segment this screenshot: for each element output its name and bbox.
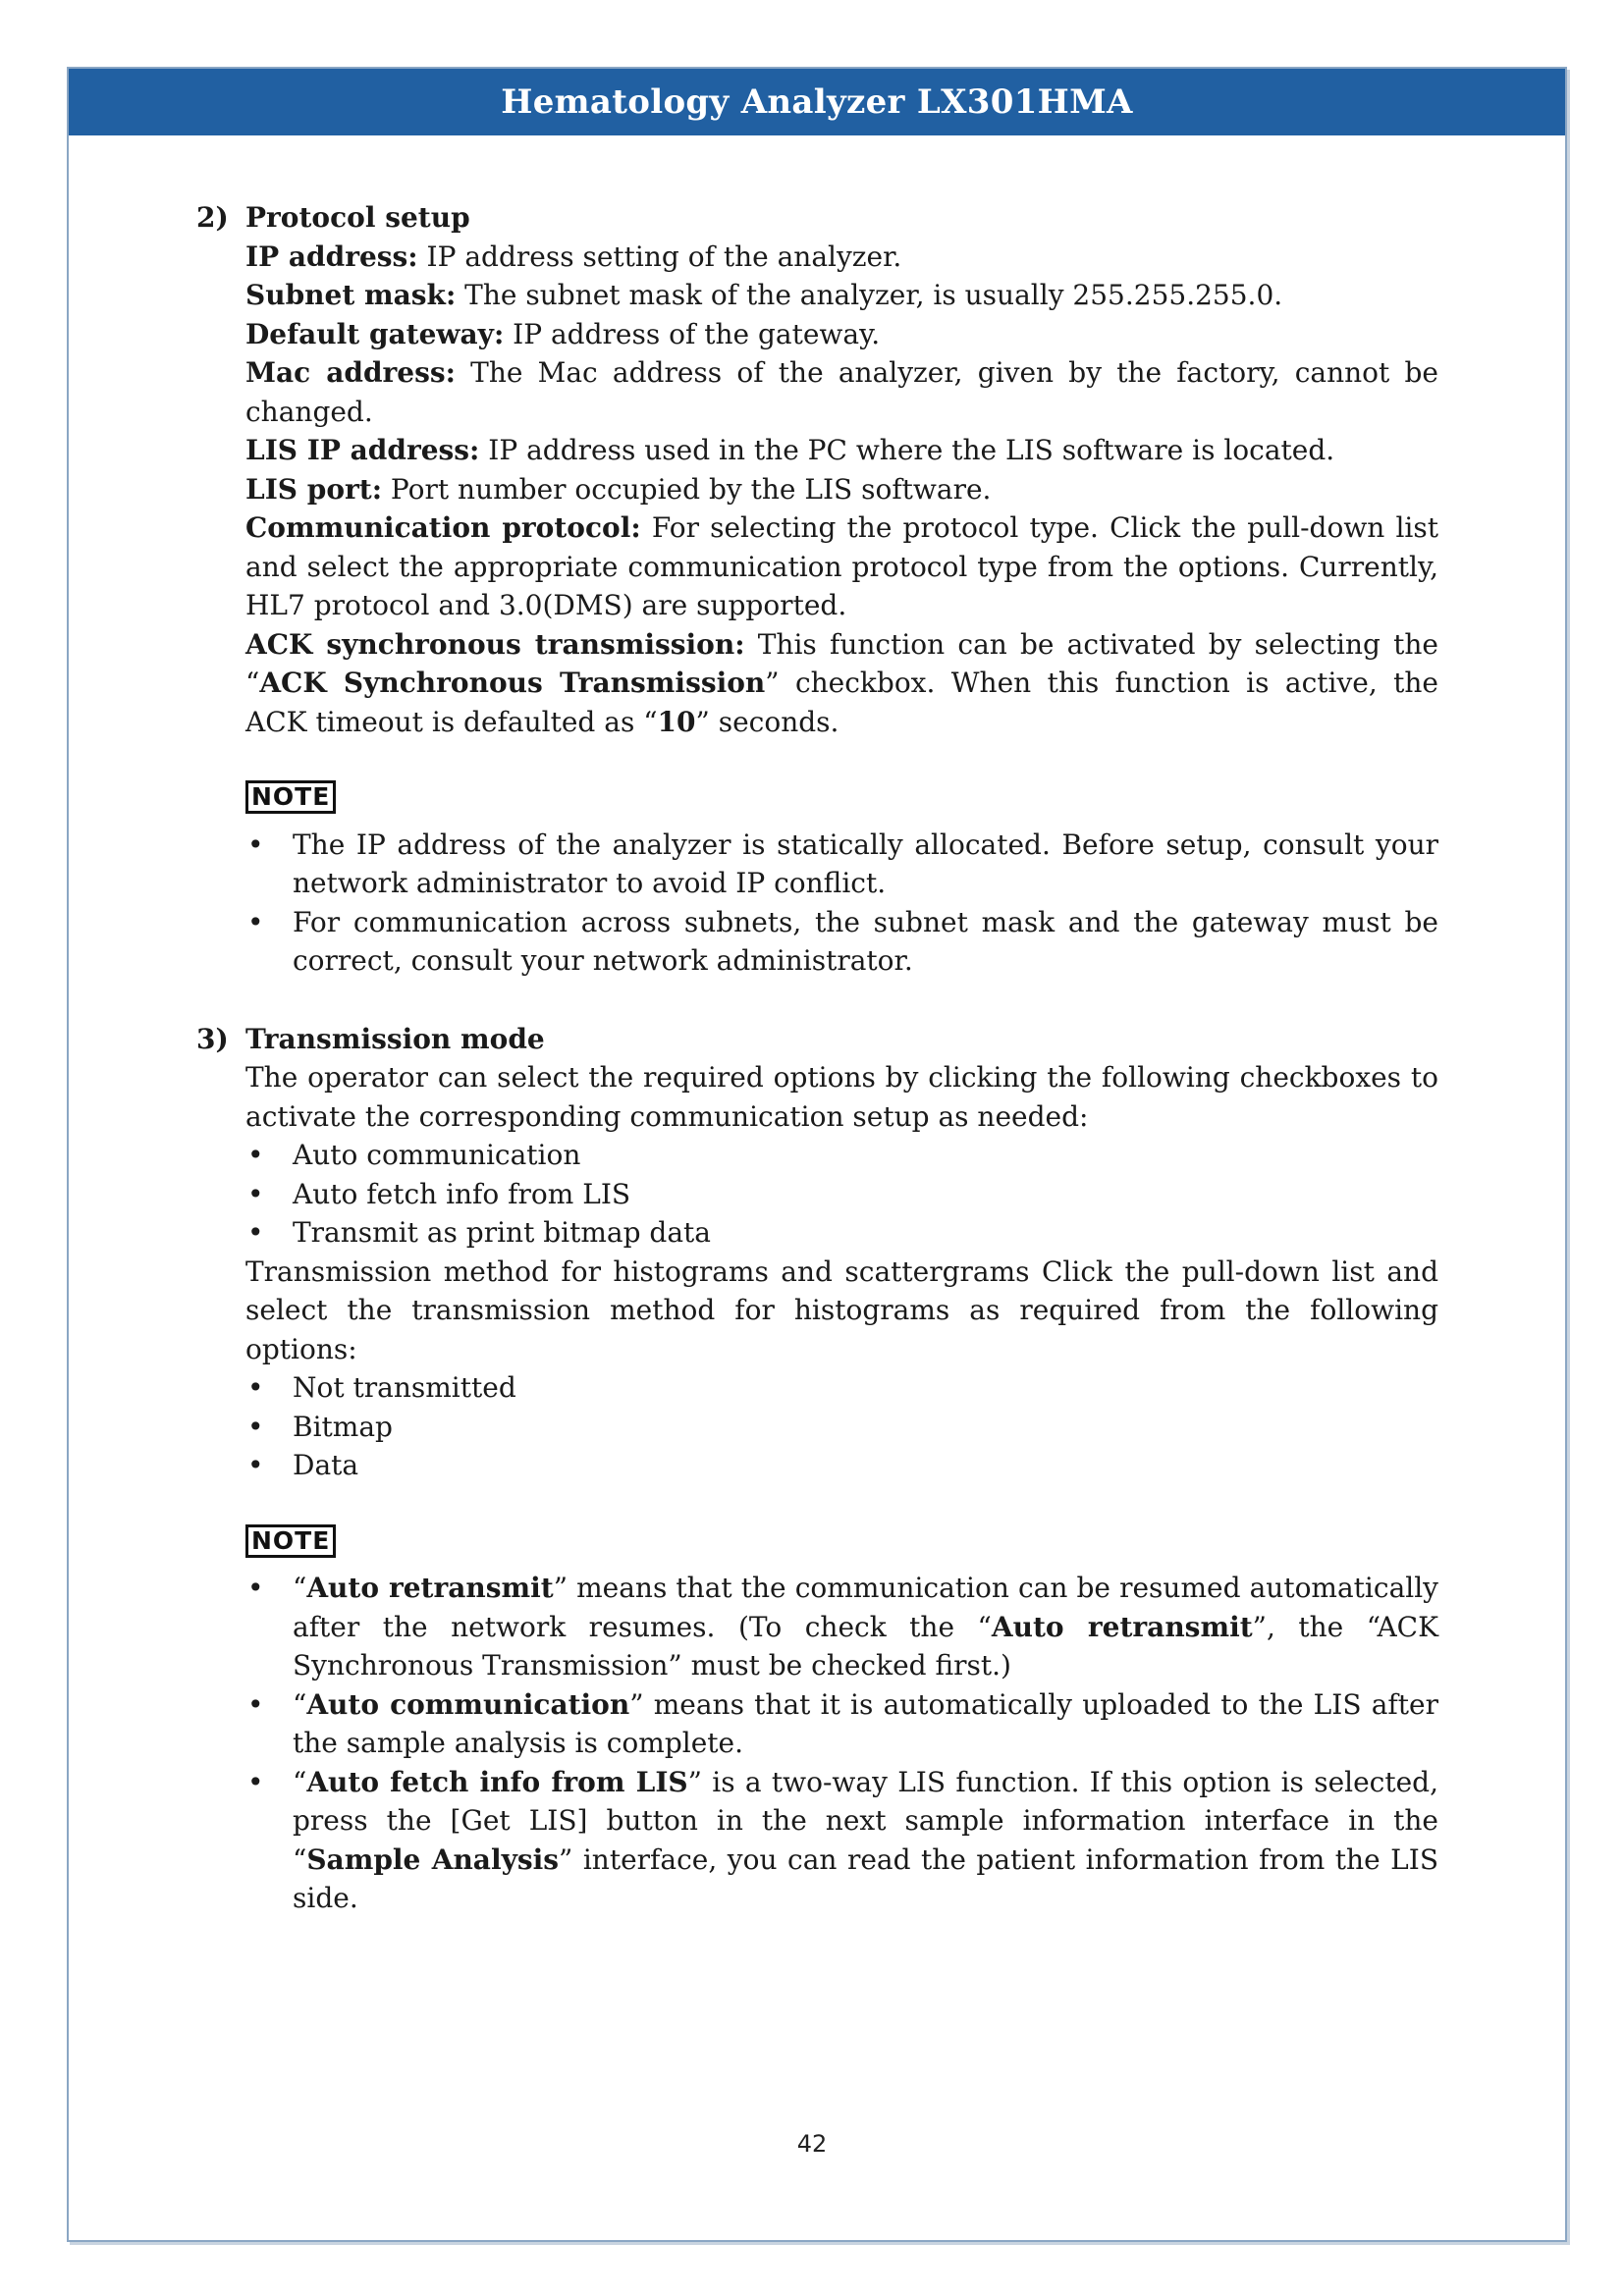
definition-mac-address (245, 353, 1438, 431)
bullet-icon: • (247, 1177, 264, 1210)
quote: “ (293, 1572, 307, 1604)
list-item (245, 826, 1438, 903)
section-3-title (196, 1020, 1438, 1059)
section-3-number: 3) (196, 1022, 229, 1055)
list-item (245, 1446, 1438, 1485)
definition-ack-sync (245, 625, 1438, 742)
emphasis: Auto communication (306, 1687, 630, 1721)
list-item (245, 903, 1438, 981)
note-2-list (245, 1569, 1438, 1918)
quote: “ (293, 1765, 307, 1798)
note-1-list (245, 826, 1438, 981)
list-item-text: ” is a two-way LIS function. If this option is selected, press the [Get LIS] button in the next sample information interface in the “ (293, 1765, 1439, 1876)
list-item (245, 1408, 1438, 1447)
list-item-text: ” interface, you can read the patient information from the LIS side. (293, 1842, 1438, 1914)
bullet-icon: • (247, 905, 264, 938)
term: ACK synchronous transmission: (245, 627, 745, 661)
definition-text: ” checkbox. When this function is active, the ACK timeout is defaulted as “ (245, 667, 1439, 738)
section-2-heading: Protocol setup (245, 201, 470, 234)
section-2-number: 2) (196, 201, 229, 234)
bullet-icon: • (247, 1687, 264, 1721)
emphasis: Auto retransmit (306, 1572, 554, 1604)
definition-text: ” seconds. (695, 705, 839, 738)
list-item-text: Bitmap (293, 1410, 393, 1443)
term: Communication protocol: (245, 511, 641, 544)
list-item-text: For communication across subnets, the subnet mask and the gateway must be correct, consult your network administrator. (293, 905, 1438, 977)
definition-text: IP address of the gateway. (504, 317, 881, 350)
histogram-text: Transmission method for histograms and scattergrams Click the pull-down list and select the transmission method for histograms as required from the following options: (245, 1255, 1438, 1365)
list-item-text: ”, the “ACK Synchronous Transmission” must be checked first.) (293, 1610, 1439, 1682)
definition-lis-ip-address (245, 431, 1438, 470)
page-header: Hematology Analyzer LX301HMA (69, 69, 1565, 135)
term: Subnet mask: (245, 279, 457, 311)
definition-text: This function can be activated by selecting the “ (245, 627, 1438, 699)
note-icon: NOTE (245, 780, 336, 814)
definition-text: Port number occupied by the LIS software. (382, 472, 992, 506)
note-icon: NOTE (245, 1524, 336, 1558)
term: LIS port: (245, 472, 383, 506)
quote: “ (293, 1687, 307, 1721)
section-3-heading: Transmission mode (245, 1022, 545, 1055)
list-item-text: Auto communication (293, 1139, 581, 1171)
bullet-icon: • (247, 1572, 264, 1604)
histogram-options-list (245, 1368, 1438, 1485)
term: Default gateway: (245, 317, 505, 350)
definition-text: The Mac address of the analyzer, given by the factory, cannot be changed. (245, 356, 1438, 428)
bullet-icon: • (247, 1449, 264, 1481)
bullet-icon: • (247, 1371, 264, 1404)
list-item (245, 1213, 1438, 1253)
section-3-intro: The operator can select the required options by clicking the following checkboxes to activate the corresponding communication setup as needed: (245, 1061, 1438, 1133)
definition-text: For selecting the protocol type. Click the pull-down list and select the appropriate communication protocol type from the options. Currently, HL7 protocol and 3.0(DMS) are supported. (245, 511, 1439, 621)
bullet-icon: • (247, 1139, 264, 1171)
definition-text: IP address setting of the analyzer. (417, 240, 902, 273)
list-item-text: ” means that it is automatically uploaded to the LIS after the sample analysis is complete. (293, 1687, 1438, 1759)
emphasis: Auto retransmit (991, 1610, 1253, 1643)
list-item (245, 1569, 1438, 1685)
definition-default-gateway (245, 315, 1438, 354)
section-2-title (196, 198, 1438, 238)
note-2 (245, 1521, 1438, 1560)
definition-text: IP address used in the PC where the LIS software is located. (479, 434, 1335, 466)
list-item (245, 1175, 1438, 1214)
emphasis: Auto fetch info from LIS (306, 1765, 688, 1798)
list-item (245, 1136, 1438, 1175)
bullet-icon: • (247, 1410, 264, 1443)
list-item-text: Data (293, 1449, 359, 1481)
list-item-text: Transmit as print bitmap data (293, 1216, 711, 1249)
bullet-icon: • (247, 1216, 264, 1249)
list-item-text: ” means that the communication can be resumed automatically after the network resumes. (To check the “ (293, 1572, 1438, 1643)
term: LIS IP address: (245, 434, 480, 466)
definition-lis-port (245, 470, 1438, 509)
list-item (245, 1368, 1438, 1408)
definition-subnet-mask (245, 276, 1438, 315)
page-number: 42 (796, 2130, 828, 2158)
list-item (245, 1763, 1438, 1918)
transmission-options-list (245, 1136, 1438, 1253)
definition-communication-protocol (245, 508, 1438, 625)
list-item (245, 1685, 1438, 1763)
definition-ip-address (245, 238, 1438, 277)
list-item-text: Not transmitted (293, 1371, 516, 1404)
list-item-text: Auto fetch info from LIS (293, 1177, 631, 1210)
main-content (196, 198, 1439, 1918)
term: Mac address: (245, 356, 456, 389)
list-item-text: The IP address of the analyzer is statically allocated. Before setup, consult your network administrator to avoid IP conflict. (293, 828, 1438, 899)
term: IP address: (245, 240, 418, 273)
bullet-icon: • (247, 1765, 264, 1798)
note-1 (245, 776, 1438, 816)
emphasis: 10 (657, 705, 696, 738)
definition-text: The subnet mask of the analyzer, is usually 255.255.255.0. (456, 279, 1283, 311)
emphasis: Sample Analysis (306, 1842, 560, 1876)
bullet-icon: • (247, 828, 264, 861)
emphasis: ACK Synchronous Transmission (259, 667, 766, 699)
